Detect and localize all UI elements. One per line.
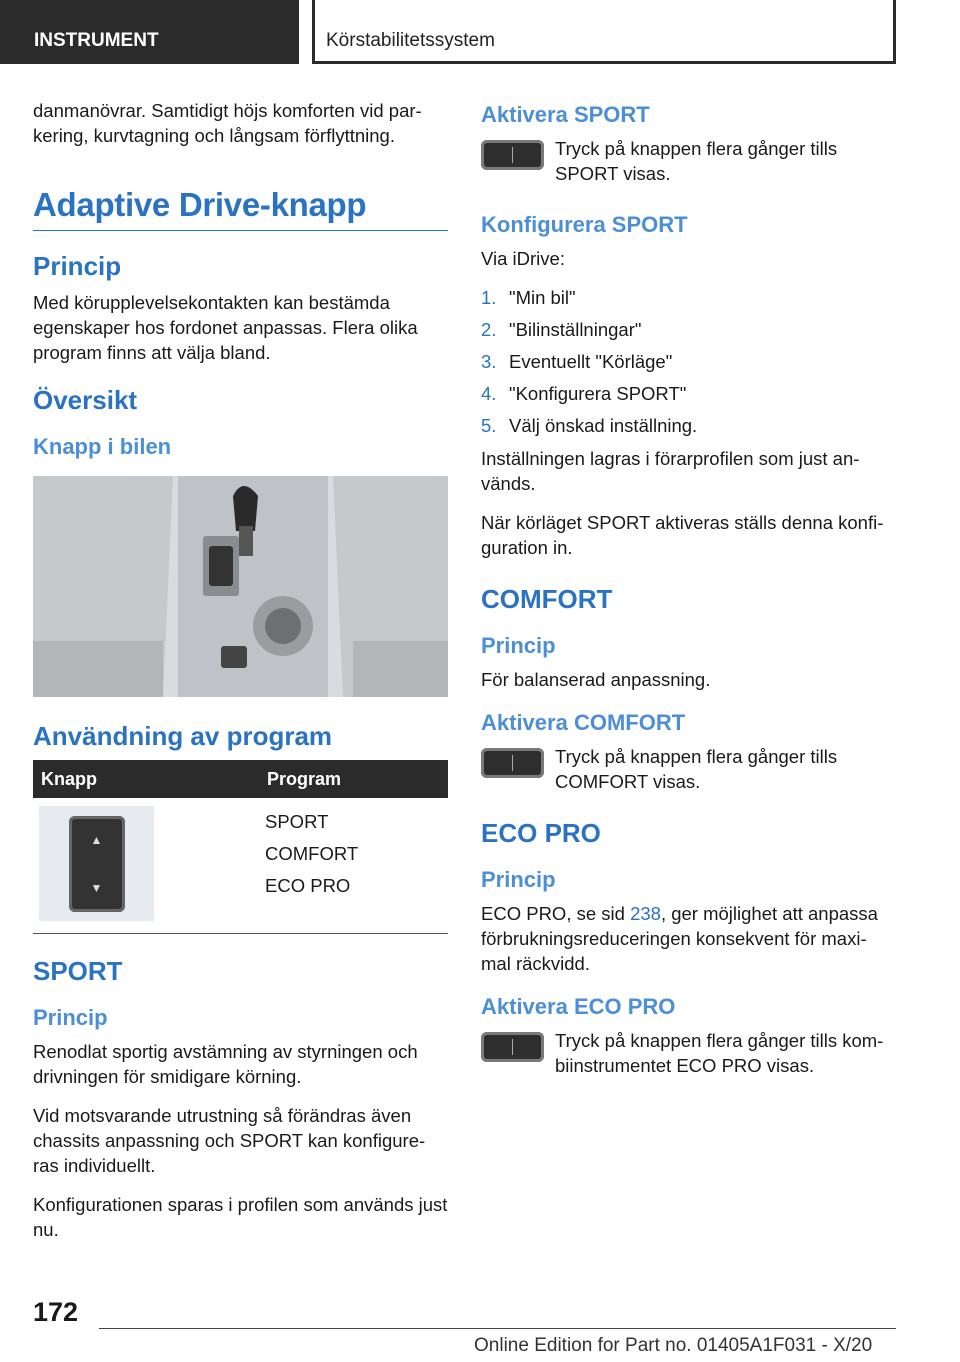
header-section: INSTRUMENT — [0, 0, 299, 64]
aktivera-eco-paragraph: Tryck på knappen flera gånger tills kom-biinstrumentet ECO PRO visas. — [555, 1030, 884, 1076]
steps-list — [481, 285, 896, 438]
via-idrive: Via iDrive: — [481, 248, 565, 269]
arrow-up-icon: ▲ — [90, 832, 103, 847]
list-item: 5. Välj önskad inställning. — [481, 415, 698, 436]
car-console-photo — [33, 476, 448, 697]
program-sport: SPORT — [265, 811, 329, 832]
list-item: 2. "Bilinställningar" — [481, 319, 642, 340]
oversikt-heading: Översikt — [33, 385, 138, 415]
drive-button-icon — [481, 748, 544, 778]
aktivera-comfort-paragraph: Tryck på knappen flera gånger tills COMFORT visas. — [555, 746, 838, 792]
sport-paragraph-1: Renodlat sportig avstämning av styrningen och drivningen för smidigare körning. — [33, 1041, 418, 1087]
eco-princip-heading: Princip — [481, 867, 556, 892]
princip-heading: Princip — [33, 251, 122, 281]
header-chapter-bar — [312, 0, 896, 64]
aktivera-sport-paragraph: Tryck på knappen flera gånger tills SPORT visas. — [555, 138, 838, 184]
left-column — [33, 98, 448, 1256]
table-row — [33, 798, 448, 934]
comfort-princip-heading: Princip — [481, 633, 556, 658]
adaptive-drive-heading: Adaptive Drive-knapp — [33, 186, 448, 231]
list-item: 1. "Min bil" — [481, 287, 576, 308]
sport-paragraph-3: Konfigurationen sparas i profilen som används just nu. — [33, 1194, 448, 1240]
footer-edition: Online Edition for Part no. 01405A1F031 - X/20 — [474, 1335, 873, 1356]
knapp-i-bilen-heading: Knapp i bilen — [33, 434, 172, 459]
konfig-paragraph-2: När körläget SPORT aktiveras ställs denna konfi-guration in. — [481, 512, 884, 558]
program-comfort: COMFORT — [265, 843, 359, 864]
aktivera-eco-heading: Aktivera ECO PRO — [481, 994, 676, 1019]
sport-princip-heading: Princip — [33, 1005, 108, 1030]
aktivera-comfort-heading: Aktivera COMFORT — [481, 710, 686, 735]
comfort-paragraph: För balanserad anpassning. — [481, 669, 711, 690]
konfig-paragraph-1: Inställningen lagras i förarprofilen som just an-vänds. — [481, 448, 860, 494]
eco-paragraph: ECO PRO, se sid 238, ger möjlighet att anpassa förbrukningsreduceringen konsekvent för maxi-mal räckvidd. — [481, 903, 878, 974]
drive-button-icon — [481, 140, 544, 170]
list-item: 3. Eventuellt "Körläge" — [481, 351, 673, 372]
page-number: 172 — [33, 1297, 79, 1327]
aktivera-sport-heading: Aktivera SPORT — [481, 102, 650, 127]
right-column — [481, 98, 896, 1092]
page-link-238[interactable]: 238 — [630, 903, 661, 924]
princip-paragraph: Med körupplevelsekontakten kan bestämda egenskaper hos fordonet anpassas. Flera olika program finns att välja bland. — [33, 292, 418, 363]
intro-paragraph: danmanövrar. Samtidigt höjs komforten vid par-kering, kurvtagning och långsam förflyttning. — [33, 100, 422, 146]
list-item: 4. "Konfigurera SPORT" — [481, 383, 687, 404]
anvandning-heading: Användning av program — [33, 721, 333, 751]
arrow-down-icon: ▼ — [90, 880, 103, 895]
eco-pro-heading: ECO PRO — [481, 818, 601, 848]
footer-divider — [99, 1328, 896, 1329]
program-eco-pro: ECO PRO — [265, 875, 351, 896]
sport-heading: SPORT — [33, 956, 123, 986]
adaptive-drive-button-image — [39, 806, 154, 921]
table-header-knapp: Knapp — [33, 760, 259, 798]
header-chapter: Körstabilitetssystem — [315, 0, 893, 61]
program-table — [33, 760, 448, 934]
sport-paragraph-2: Vid motsvarande utrustning så förändras även chassits anpassning och SPORT kan konfigure-ras individuellt. — [33, 1105, 426, 1176]
comfort-heading: COMFORT — [481, 584, 613, 614]
drive-button-icon — [481, 1032, 544, 1062]
konfigurera-sport-heading: Konfigurera SPORT — [481, 212, 688, 237]
table-header-program: Program — [259, 760, 448, 798]
